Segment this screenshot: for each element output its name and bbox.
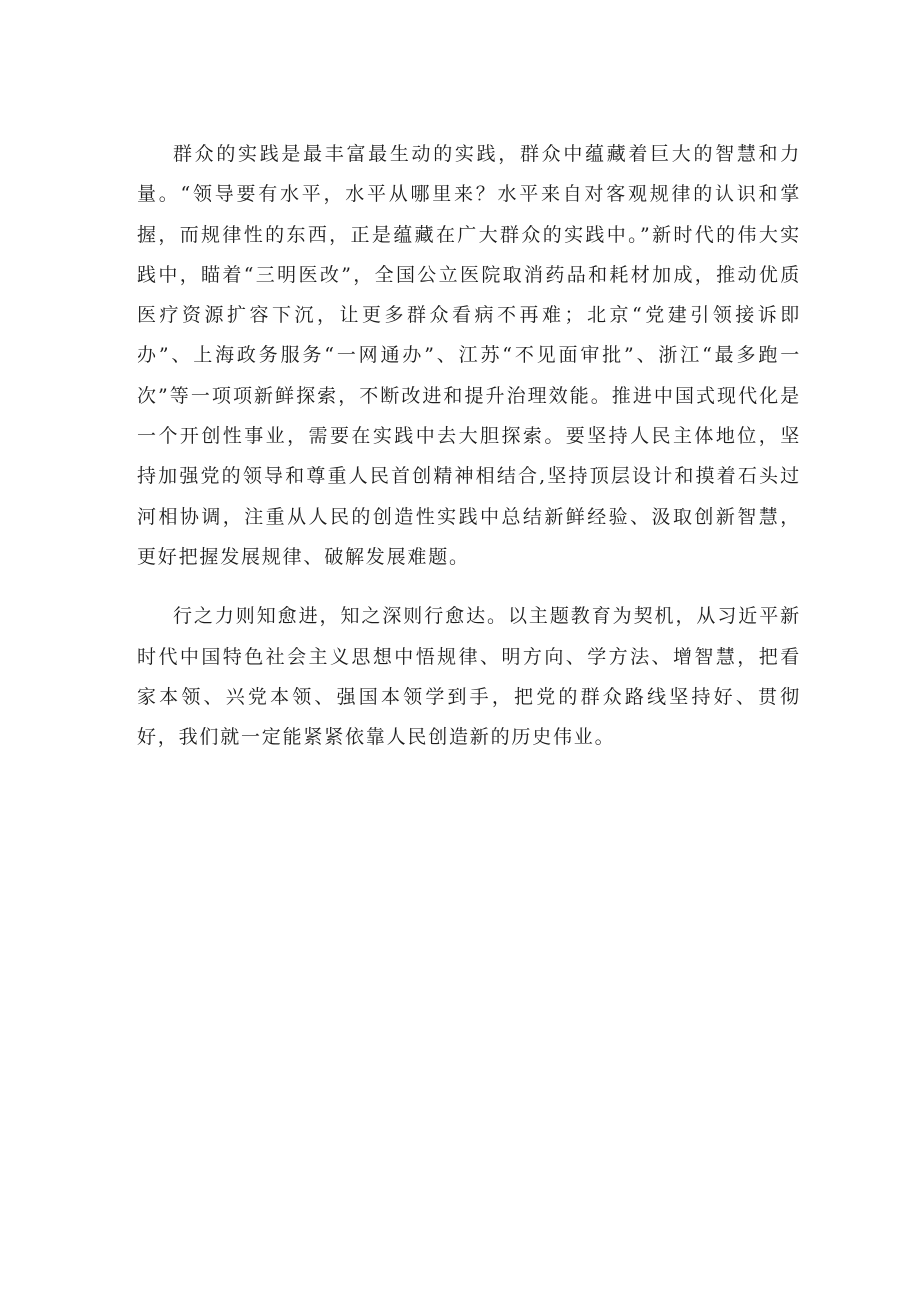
- document-body: [137, 134, 801, 757]
- paragraph-practice-of-masses: 群众的实践是最丰富最生动的实践，群众中蕴藏着巨大的智慧和力量。“领导要有水平，水平从哪里来？水平来自对客观规律的认识和掌握，而规律性的东西，正是蕴藏在广大群众的实践中。”新时代的伟大实践中，瞄着“三明医改”，全国公立医院取消药品和耗材加成，推动优质医疗资源扩容下沉，让更多群众看病不再难；北京“党建引领接诉即办”、上海政务服务“一网通办”、江苏“不见面审批”、浙江“最多跑一次”等一项项新鲜探索，不断改进和提升治理效能。推进中国式现代化是一个开创性事业，需要在实践中去大胆探索。要坚持人民主体地位，坚持加强党的领导和尊重人民首创精神相结合,坚持顶层设计和摸着石头过河相协调，注重从人民的创造性实践中总结新鲜经验、汲取创新智慧，更好把握发展规律、破解发展难题。: [137, 143, 801, 568]
- paragraph-knowledge-and-action: 行之力则知愈进，知之深则行愈达。以主题教育为契机，从习近平新时代中国特色社会主义思想中悟规律、明方向、学方法、增智慧，把看家本领、兴党本领、强国本领学到手，把党的群众路线坚持好、贯彻好，我们就一定能紧紧依靠人民创造新的历史伟业。: [137, 605, 801, 749]
